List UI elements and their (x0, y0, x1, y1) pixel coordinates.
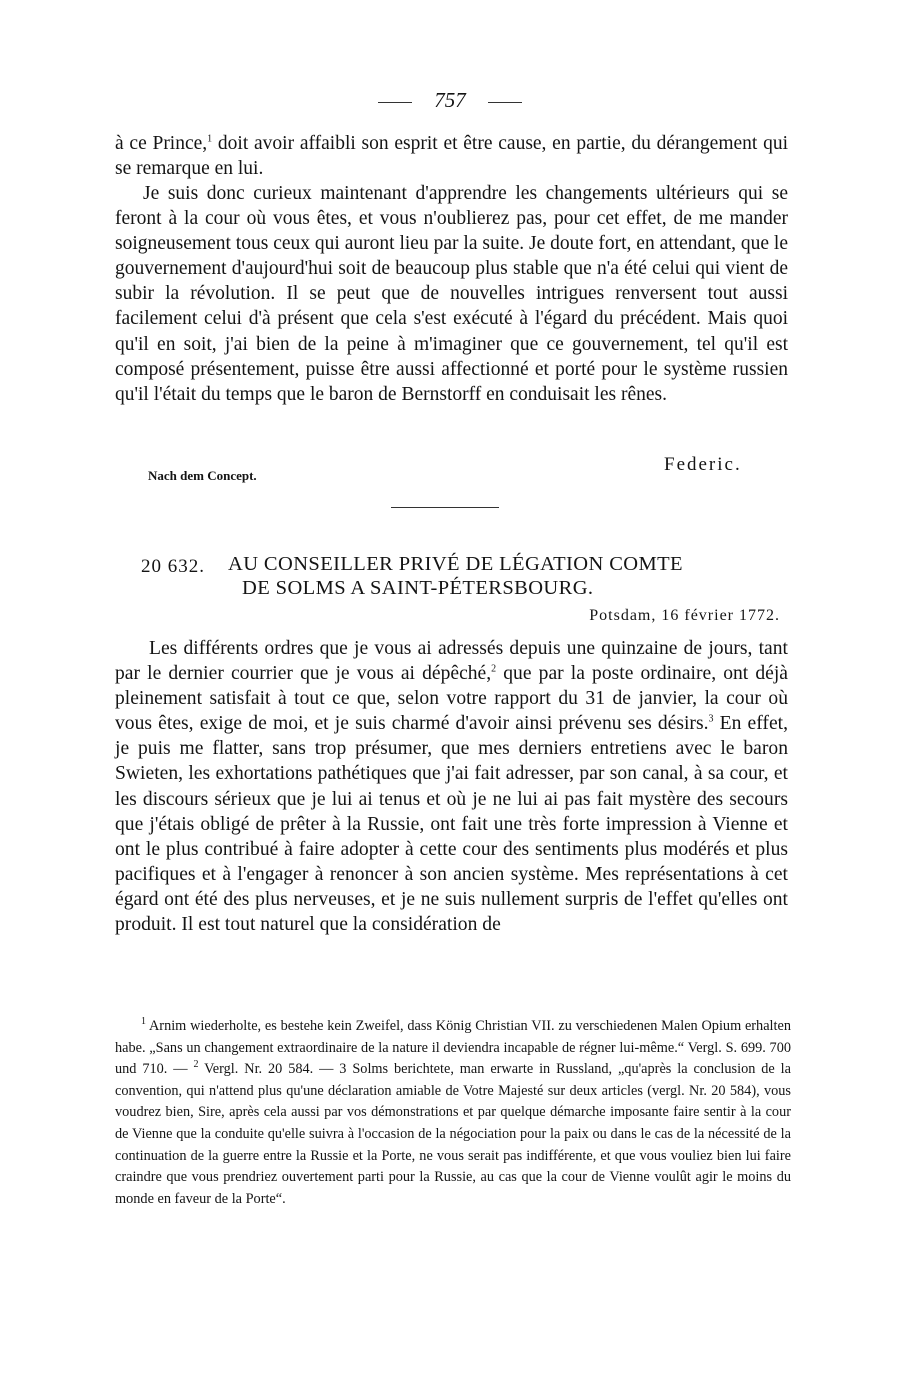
signature: Federic. (664, 454, 742, 475)
letter-title-line-1: AU CONSEILLER PRIVÉ DE LÉGATION COMTE (228, 553, 683, 575)
header-rule-right (488, 102, 522, 103)
footnote-ref-2: 2 (491, 663, 497, 675)
letter-number: 20 632. (141, 556, 205, 577)
footnote-mark-3: 3 (339, 1061, 347, 1078)
header-rule-left (378, 102, 412, 103)
footnotes (115, 1016, 791, 1210)
continuation-paragraph (115, 131, 788, 181)
footnote-1-text: Arnim wiederholte, es bestehe kein Zweifel, dass König Christian VII. zu verschiedenen Malen Opium erhalten habe. „Sans un changement extraordinaire de la nature il deviendra incapable de régner lui-même.“ Vergl. S. 699. 700 und 710. — (115, 1018, 791, 1078)
letter-title-line-2: DE SOLMS A SAINT-PÉTERSBOURG. (242, 577, 594, 599)
page-number: 757 (434, 88, 466, 112)
source-note: Nach dem Concept. (148, 468, 257, 483)
footnote-3-text: Solms berichtete, man erwarte in Russland, „qu'après la conclusion de la convention, qui n'attend plus qu'une déclaration amiable de Votre Majesté sur deux articles (vergl. Nr. 20 584), vous voudrez bien, Sire, après cela aussi par vos démonstrations et par quelque démarche imposante faire sentir à la cour de Vienne que la conduite qu'elle suivra à l'occasion de la négociation pour la paix ou dans le cas de la nécessité de la continuation de la guerre entre la Russie et la Porte, ne vous serait pas indifférente, et que vous vouliez bien lui faire craindre que vous prendriez ouvertement parti pour la Russie, au cas que la cour de Vienne voulût agir le moins du monde en faveur de la Porte“. (115, 1061, 791, 1207)
letter-title (228, 552, 788, 600)
body-paragraph: Je suis donc curieux maintenant d'apprendre les changements ultérieurs qui se feront à la cour où vous êtes, et vous n'oublierez pas, pour cet effet, de me mander soigneusement tous ceux qui auront lieu par la suite. Je doute fort, en attendant, que le gouvernement d'aujourd'hui soit de beaucoup plus stable que n'a été celui qui vient de subir la révolution. Il se peut que de nouvelles intrigues renversent tout aussi facilement celui d'à présent que cela s'est exécuté à l'égard du précédent. Mais quoi qu'il en soit, j'ai bien de la peine à m'imaginer que ce gouvernement, tel qu'il est composé présentement, puisse être aussi affectionné et porté pour le système russien qu'il l'était du temps que le baron de Bernstorff en conduisait les rênes. (115, 183, 788, 405)
letter-body-text-b: que par la poste ordinaire, ont déjà pleinement satisfait à tout ce que, selon votre rapport du 31 de janvier, la cour où vous êtes, exige de moi, et je suis charmé d'avoir ainsi prévenu ses désirs. (115, 663, 788, 735)
footnote-block (115, 1016, 791, 1210)
place-date: Potsdam, 16 février 1772. (589, 607, 780, 624)
section-divider (391, 507, 499, 508)
footnote-ref-1: 1 (207, 133, 213, 145)
footnote-2-text: Vergl. Nr. 20 584. — (198, 1061, 340, 1078)
letter-body-text-c: En effet, je puis me flatter, sans trop présumer, que mes derniers entretiens avec le baron Swieten, les exhortations pathétiques que j'ai fait adresser, par son canal, à sa cour, et les discours sérieux que je lui ai tenus et où je ne lui ai pas fait mystère des secours que j'étais obligé de prêter à la Russie, ont fait une très forte impression à Vienne et ont le plus contribué à faire adopter à cette cour des sentiments plus modérés et plus pacifiques et à l'engager à renoncer à son ancien système. Mes représentations à cet égard ont été des plus nerveuses, et je ne suis nullement surpris de l'effet qu'elles ont produit. Il est tout naturel que la considération de (115, 713, 788, 936)
footnote-mark-1: 1 (141, 1016, 146, 1028)
footnote-mark-2: 2 (193, 1059, 199, 1071)
page-header (0, 88, 900, 113)
continuation-text: à ce Prince, (115, 133, 208, 154)
letter-body (115, 636, 788, 937)
footnote-ref-3: 3 (708, 713, 714, 725)
letter-body-text-a: Les différents ordres que je vous ai adressés depuis une quinzaine de jours, tant par le dernier courrier que je vous ai dépêché, (115, 638, 788, 685)
continuation-text-rest: doit avoir affaibli son esprit et être cause, en partie, du dérangement qui se remarque en lui. (115, 133, 788, 180)
